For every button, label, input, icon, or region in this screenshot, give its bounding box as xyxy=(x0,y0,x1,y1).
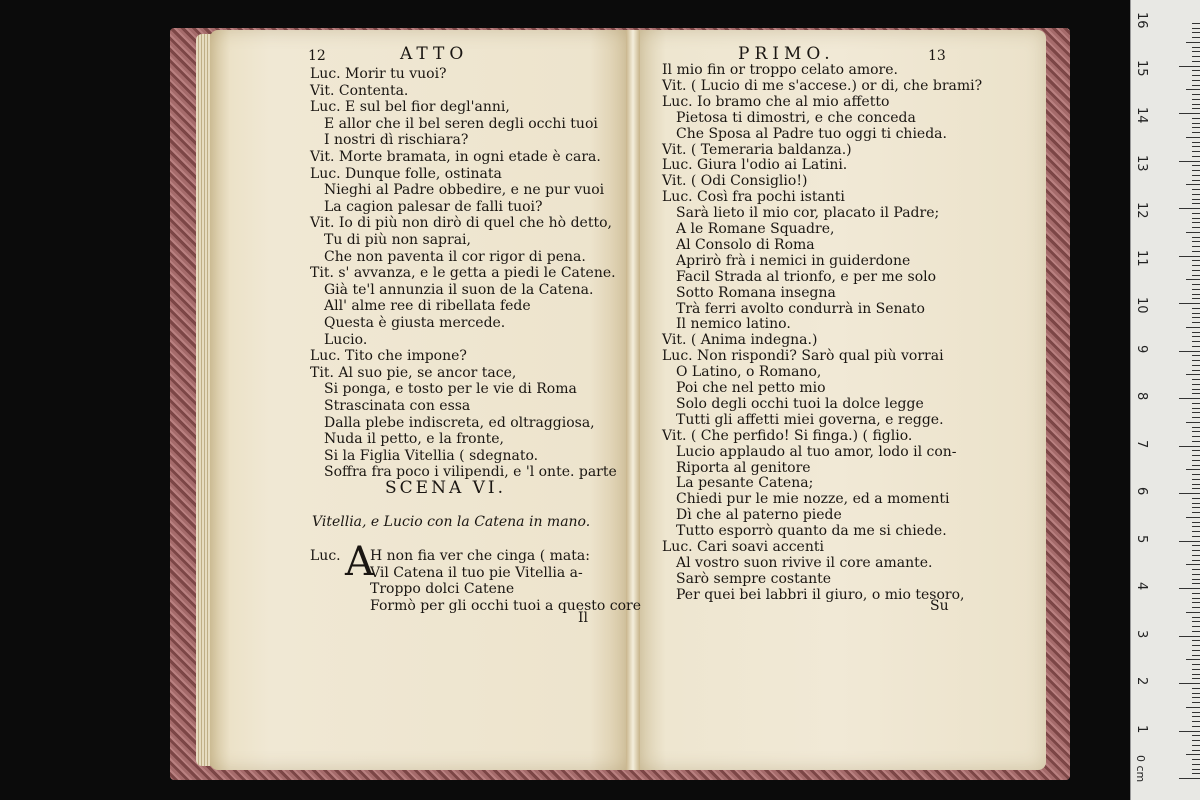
text-line: Sarò sempre costante xyxy=(676,570,831,587)
ruler-tick xyxy=(1192,37,1200,38)
text-line: Luc. Tito che impone? xyxy=(310,348,467,365)
ruler-tick xyxy=(1192,626,1200,627)
ruler-tick xyxy=(1192,355,1200,356)
ruler-tick xyxy=(1192,669,1200,670)
ruler-tick xyxy=(1192,408,1200,409)
ruler-tick xyxy=(1186,279,1200,280)
ruler-tick xyxy=(1179,446,1200,447)
ruler-tick xyxy=(1192,479,1200,480)
ruler-tick xyxy=(1192,322,1200,323)
ruler-tick xyxy=(1192,104,1200,105)
ruler-tick xyxy=(1192,284,1200,285)
text-line: Tu di più non saprai, xyxy=(324,232,471,248)
ruler-tick xyxy=(1192,550,1200,551)
ruler-tick xyxy=(1192,393,1200,394)
ruler-tick xyxy=(1192,189,1200,190)
ruler-tick xyxy=(1192,360,1200,361)
ruler-tick xyxy=(1179,351,1200,352)
ruler-number: 11 xyxy=(1134,249,1149,267)
ruler-tick xyxy=(1192,180,1200,181)
right-catchword: Su xyxy=(930,598,949,614)
ruler-tick xyxy=(1179,303,1200,304)
ruler-tick xyxy=(1179,731,1200,732)
left-catchword: Il xyxy=(578,610,589,626)
ruler-tick xyxy=(1192,127,1200,128)
ruler-tick xyxy=(1192,678,1200,679)
text-line: Luc. Non rispondi? Sarò qual più vorrai xyxy=(662,348,944,365)
ruler-tick xyxy=(1179,541,1200,542)
ruler-tick xyxy=(1192,674,1200,675)
ruler-tick xyxy=(1192,702,1200,703)
ruler-tick xyxy=(1192,484,1200,485)
text-line: La pesante Catena; xyxy=(676,475,814,492)
ruler-tick xyxy=(1192,688,1200,689)
ruler-tick xyxy=(1192,555,1200,556)
ruler-tick xyxy=(1192,132,1200,133)
ruler-tick xyxy=(1192,503,1200,504)
ruler-tick xyxy=(1186,232,1200,233)
ruler-tick xyxy=(1192,151,1200,152)
ruler-tick xyxy=(1192,403,1200,404)
text-line: Vit. ( Temeraria baldanza.) xyxy=(662,141,852,158)
ruler-number: 6 xyxy=(1134,487,1149,496)
ruler-tick xyxy=(1192,23,1200,24)
ruler-tick xyxy=(1192,346,1200,347)
ruler-tick xyxy=(1192,531,1200,532)
ruler-number: 3 xyxy=(1134,629,1149,638)
ruler-tick xyxy=(1192,370,1200,371)
text-line: E allor che il bel seren degli occhi tuoi xyxy=(324,115,598,132)
ruler-tick xyxy=(1192,655,1200,656)
ruler-tick xyxy=(1192,341,1200,342)
ruler-tick xyxy=(1192,769,1200,770)
ruler-tick xyxy=(1192,650,1200,651)
ruler-tick xyxy=(1192,308,1200,309)
ruler-number: 9 xyxy=(1134,344,1149,353)
text-line: La cagion palesar de falli tuoi? xyxy=(324,198,543,215)
ruler-tick xyxy=(1192,194,1200,195)
text-line: Tutto esporrò quanto da me si chiede. xyxy=(676,523,947,540)
text-line: Vit. ( Anima indegna.) xyxy=(662,332,818,349)
ruler-tick xyxy=(1192,545,1200,546)
ruler-tick xyxy=(1186,469,1200,470)
text-line: Che non paventa il cor rigor di pena. xyxy=(324,248,586,265)
ruler-tick xyxy=(1192,317,1200,318)
ruler-tick xyxy=(1179,66,1200,67)
text-line: Luc. Morir tu vuoi? xyxy=(310,66,447,82)
ruler-tick xyxy=(1192,631,1200,632)
ruler-tick xyxy=(1192,94,1200,95)
ruler-tick xyxy=(1192,123,1200,124)
text-line: Luc. Cari soavi accenti xyxy=(662,539,824,555)
ruler-tick xyxy=(1192,450,1200,451)
text-line: Vit. Contenta. xyxy=(310,82,409,99)
left-running-header: ATTO xyxy=(400,44,469,64)
text-line: Luc. E sul bel fior degl'anni, xyxy=(310,99,510,116)
text-line: Questa è giusta mercede. xyxy=(324,315,506,331)
text-line: Vit. ( Lucio di me s'accese.) or di, che brami? xyxy=(662,77,983,94)
ruler-tick xyxy=(1192,218,1200,219)
text-line: All' alme ree di ribellata fede xyxy=(324,298,531,315)
drop-capital: A xyxy=(345,539,374,585)
text-line: Dì che al paterno piede xyxy=(676,507,842,524)
ruler-tick xyxy=(1192,118,1200,119)
text-line: Aprirò frà i nemici in guiderdone xyxy=(676,252,911,269)
ruler-tick xyxy=(1192,275,1200,276)
text-line: Vit. ( Che perfido! Si finga.) ( figlio. xyxy=(662,427,913,444)
ruler-number: 7 xyxy=(1134,439,1149,448)
ruler-tick xyxy=(1179,636,1200,637)
text-line: Sarà lieto il mio cor, placato il Padre; xyxy=(676,205,940,222)
ruler-tick xyxy=(1192,222,1200,223)
text-line: H non fia ver che cinga ( mata: xyxy=(370,548,590,564)
ruler-number: 10 xyxy=(1134,297,1149,314)
ruler-tick xyxy=(1192,294,1200,295)
ruler-tick xyxy=(1192,384,1200,385)
ruler-tick xyxy=(1192,716,1200,717)
ruler-tick xyxy=(1192,170,1200,171)
text-line: Si ponga, e tosto per le vie di Roma xyxy=(324,381,577,398)
ruler-tick xyxy=(1179,398,1200,399)
text-line: Al Consolo di Roma xyxy=(676,236,815,253)
ruler-tick xyxy=(1192,579,1200,580)
ruler-tick xyxy=(1192,431,1200,432)
ruler-tick xyxy=(1192,379,1200,380)
ruler-tick xyxy=(1186,612,1200,613)
ruler-tick xyxy=(1192,621,1200,622)
ruler-tick xyxy=(1179,493,1200,494)
ruler-tick xyxy=(1192,99,1200,100)
ruler-tick xyxy=(1192,607,1200,608)
ruler-tick xyxy=(1186,707,1200,708)
ruler-tick xyxy=(1192,142,1200,143)
ruler-tick xyxy=(1192,165,1200,166)
ruler-tick xyxy=(1192,156,1200,157)
text-line: Trà ferri avolto condurrà in Senato xyxy=(676,300,925,317)
text-line: Tit. s' avvanza, e le getta a piedi le Catene. xyxy=(310,265,616,282)
ruler-tick xyxy=(1192,474,1200,475)
text-line: Chiedi pur le mie nozze, ed a momenti xyxy=(676,491,950,508)
ruler-tick xyxy=(1192,47,1200,48)
speaker-label: Luc. xyxy=(310,548,341,564)
text-line: Luc. Giura l'odio ai Latini. xyxy=(662,157,848,174)
text-line: Nieghi al Padre obbedire, e ne pur vuoi xyxy=(324,182,605,199)
ruler-tick xyxy=(1192,80,1200,81)
ruler-tick xyxy=(1192,593,1200,594)
text-line: Strascinata con essa xyxy=(324,398,471,414)
ruler-tick xyxy=(1192,336,1200,337)
ruler-tick xyxy=(1192,313,1200,314)
text-line: Facil Strada al trionfo, e per me solo xyxy=(676,268,937,285)
text-line: Luc. Così fra pochi istanti xyxy=(662,189,845,206)
ruler-tick xyxy=(1192,574,1200,575)
ruler-tick xyxy=(1192,455,1200,456)
text-line: Per quei bei labbri il giuro, o mio tesoro, xyxy=(676,586,965,603)
ruler-tick xyxy=(1192,640,1200,641)
ruler-tick xyxy=(1192,175,1200,176)
ruler-tick xyxy=(1192,427,1200,428)
ruler-tick xyxy=(1186,137,1200,138)
ruler-number: 5 xyxy=(1134,534,1149,543)
ruler-tick xyxy=(1192,526,1200,527)
ruler-tick xyxy=(1192,598,1200,599)
text-line: Vit. ( Odi Consiglio!) xyxy=(662,173,808,190)
ruler-tick xyxy=(1179,256,1200,257)
ruler-tick xyxy=(1192,735,1200,736)
ruler-tick xyxy=(1192,750,1200,751)
text-line: Poi che nel petto mio xyxy=(676,380,826,396)
ruler-tick xyxy=(1192,270,1200,271)
ruler-tick xyxy=(1192,365,1200,366)
text-line: Vit. Morte bramata, in ogni etade è cara. xyxy=(310,149,601,165)
scene-title: SCENA VI. xyxy=(385,478,507,498)
ruler-tick xyxy=(1186,327,1200,328)
ruler-tick xyxy=(1192,465,1200,466)
text-line: Riporta al genitore xyxy=(676,459,811,476)
text-line: Lucio applaudo al tuo amor, lodo il con- xyxy=(676,443,957,460)
ruler-tick xyxy=(1192,241,1200,242)
text-line: A le Romane Squadre, xyxy=(676,221,835,237)
ruler-tick xyxy=(1186,374,1200,375)
text-line: Sotto Romana insegna xyxy=(676,284,836,301)
text-line: Lucio. xyxy=(324,331,368,348)
ruler-tick xyxy=(1179,208,1200,209)
ruler-tick xyxy=(1192,759,1200,760)
ruler-number: 1 xyxy=(1134,724,1149,733)
ruler-number: 4 xyxy=(1134,582,1149,591)
ruler-tick xyxy=(1192,289,1200,290)
ruler-number: 16 xyxy=(1134,12,1149,29)
ruler-tick xyxy=(1192,199,1200,200)
ruler-tick xyxy=(1192,664,1200,665)
ruler-tick xyxy=(1186,659,1200,660)
text-line: Al vostro suon rivive il core amante. xyxy=(676,554,933,571)
ruler-tick xyxy=(1192,712,1200,713)
ruler-tick xyxy=(1192,298,1200,299)
ruler-tick xyxy=(1192,203,1200,204)
ruler-unit: 0 cm xyxy=(1134,755,1147,783)
ruler-tick xyxy=(1192,51,1200,52)
text-line: Vit. Io di più non dirò di quel che hò detto, xyxy=(310,215,612,232)
ruler-tick xyxy=(1186,184,1200,185)
ruler-tick xyxy=(1192,498,1200,499)
ruler-tick xyxy=(1192,108,1200,109)
text-line: Luc. Dunque folle, ostinata xyxy=(310,165,502,182)
ruler-tick xyxy=(1192,332,1200,333)
ruler-tick xyxy=(1192,56,1200,57)
ruler-tick xyxy=(1192,28,1200,29)
ruler-number: 2 xyxy=(1134,677,1149,686)
ruler-tick xyxy=(1192,745,1200,746)
ruler-tick xyxy=(1186,517,1200,518)
ruler-number: 15 xyxy=(1134,59,1149,77)
measuring-ruler xyxy=(1130,0,1200,800)
ruler-tick xyxy=(1192,536,1200,537)
ruler-tick xyxy=(1179,683,1200,684)
ruler-tick xyxy=(1192,507,1200,508)
ruler-tick xyxy=(1192,522,1200,523)
text-line: Tit. Al suo pie, se ancor tace, xyxy=(310,364,517,381)
ruler-tick xyxy=(1192,569,1200,570)
ruler-tick xyxy=(1179,113,1200,114)
ruler-tick xyxy=(1192,773,1200,774)
ruler-tick xyxy=(1186,89,1200,90)
ruler-tick xyxy=(1192,441,1200,442)
ruler-tick xyxy=(1192,251,1200,252)
ruler-tick xyxy=(1192,460,1200,461)
text-line: Tutti gli affetti miei governa, e regge. xyxy=(676,411,944,428)
ruler-number: 8 xyxy=(1134,392,1149,401)
ruler-number: 14 xyxy=(1134,107,1149,124)
ruler-tick xyxy=(1192,227,1200,228)
ruler-tick xyxy=(1192,697,1200,698)
stage-direction: Vitellia, e Lucio con la Catena in mano. xyxy=(312,514,591,530)
ruler-tick xyxy=(1192,237,1200,238)
ruler-tick xyxy=(1192,417,1200,418)
text-line: I nostri dì rischiara? xyxy=(324,132,469,149)
text-line: Formò per gli occhi tuoi a questo core xyxy=(370,597,642,614)
text-line: Già te'l annunzia il suon de la Catena. xyxy=(324,281,594,298)
ruler-tick xyxy=(1192,260,1200,261)
ruler-tick xyxy=(1192,512,1200,513)
ruler-tick xyxy=(1186,564,1200,565)
ruler-tick xyxy=(1192,75,1200,76)
text-line: Vil Catena il tuo pie Vitellia a- xyxy=(370,564,583,581)
ruler-tick xyxy=(1192,85,1200,86)
text-line: Luc. Io bramo che al mio affetto xyxy=(662,93,890,110)
ruler-tick xyxy=(1192,265,1200,266)
ruler-tick xyxy=(1192,645,1200,646)
ruler-tick xyxy=(1192,560,1200,561)
ruler-tick xyxy=(1186,422,1200,423)
text-line: Solo degli occhi tuoi la dolce legge xyxy=(676,395,924,412)
ruler-tick xyxy=(1179,778,1200,779)
ruler-tick xyxy=(1192,740,1200,741)
ruler-tick xyxy=(1192,726,1200,727)
text-line: Che Sposa al Padre tuo oggi ti chieda. xyxy=(676,125,947,142)
text-line: Il mio fin or troppo celato amore. xyxy=(662,62,898,78)
text-line: O Latino, o Romano, xyxy=(676,364,822,381)
text-line: Si la Figlia Vitellia ( sdegnato. xyxy=(324,447,539,464)
left-page-number: 12 xyxy=(308,48,326,64)
ruler-tick xyxy=(1192,583,1200,584)
text-line: Troppo dolci Catene xyxy=(370,581,515,597)
ruler-tick xyxy=(1192,602,1200,603)
ruler-tick xyxy=(1192,412,1200,413)
ruler-tick xyxy=(1179,588,1200,589)
ruler-tick xyxy=(1192,146,1200,147)
ruler-tick xyxy=(1186,754,1200,755)
text-line: Il nemico latino. xyxy=(676,316,791,333)
text-line: Nuda il petto, e la fronte, xyxy=(324,431,504,448)
ruler-tick xyxy=(1179,161,1200,162)
right-page-number: 13 xyxy=(928,48,946,64)
text-line: Pietosa ti dimostri, e che conceda xyxy=(676,109,916,126)
ruler-number: 13 xyxy=(1134,154,1149,172)
ruler-number: 12 xyxy=(1134,202,1149,219)
right-running-header: PRIMO. xyxy=(738,44,835,64)
ruler-tick xyxy=(1186,42,1200,43)
ruler-tick xyxy=(1192,61,1200,62)
ruler-tick xyxy=(1192,70,1200,71)
book-gutter xyxy=(626,30,640,770)
ruler-tick xyxy=(1192,246,1200,247)
ruler-tick xyxy=(1192,693,1200,694)
ruler-tick xyxy=(1192,32,1200,33)
ruler-tick xyxy=(1192,436,1200,437)
ruler-tick xyxy=(1192,764,1200,765)
ruler-tick xyxy=(1192,721,1200,722)
text-line: Soffra fra poco i vilipendi, e 'l onte. parte xyxy=(324,464,617,481)
ruler-tick xyxy=(1192,213,1200,214)
ruler-tick xyxy=(1192,488,1200,489)
ruler-tick xyxy=(1192,389,1200,390)
ruler-tick xyxy=(1192,617,1200,618)
text-line: Dalla plebe indiscreta, ed oltraggiosa, xyxy=(324,414,595,431)
